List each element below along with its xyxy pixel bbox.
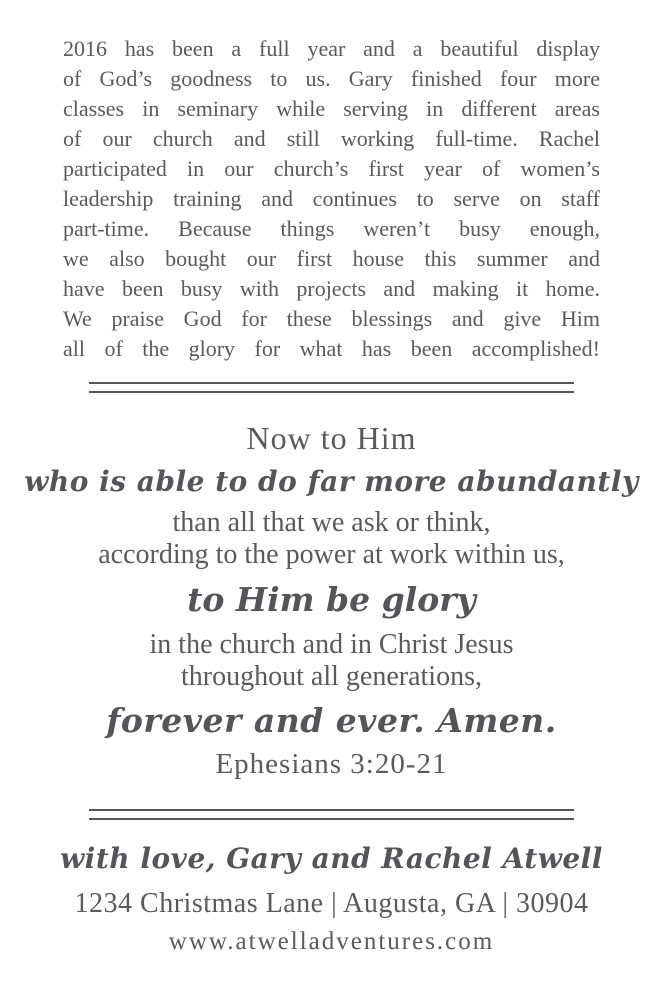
verse-line: in the church and in Christ Jesus [149, 629, 514, 660]
paragraph-line: participated in our church’s first year of women’s [63, 156, 600, 181]
verse-line-script: who is able to do far more abundantly [24, 465, 639, 498]
double-rule-divider [89, 809, 574, 820]
paragraph-line: of our church and still working full-time. Rachel [63, 126, 600, 151]
valediction: with love, Gary and Rachel Atwell [60, 842, 603, 875]
paragraph-line: we also bought our first house this summer and [63, 246, 600, 271]
signature-block [0, 834, 663, 960]
verse-line: throughout all generations, [181, 661, 482, 692]
mailing-address: 1234 Christmas Lane | Augusta, GA | 30904 [74, 888, 589, 919]
paragraph-line: 2016 has been a full year and a beautiful display [63, 36, 600, 61]
double-rule-divider [89, 382, 574, 393]
christmas-card-back [0, 34, 663, 984]
paragraph-line: part-time. Because things weren’t busy enough, [63, 216, 600, 241]
website-url: www.atwelladventures.com [168, 928, 495, 955]
paragraph-line: of God’s goodness to us. Gary finished four more [63, 66, 600, 91]
paragraph-line: We praise God for these blessings and give Him [63, 306, 600, 331]
paragraph-line: leadership training and continues to serve on staff [63, 186, 600, 211]
year-summary-paragraph [63, 34, 600, 364]
scripture-reference: Ephesians 3:20-21 [215, 748, 448, 780]
paragraph-line: all of the glory for what has been accomplished! [63, 336, 600, 361]
verse-line: Now to Him [246, 420, 417, 456]
verse-line: than all that we ask or think, [172, 507, 491, 538]
verse-line-script: to Him be glory [187, 580, 476, 619]
verse-line-script: forever and ever. Amen. [106, 701, 557, 740]
verse-line: according to the power at work within us, [98, 539, 565, 570]
paragraph-line: have been busy with projects and making it home. [63, 276, 600, 301]
paragraph-line: classes in seminary while serving in different areas [63, 96, 600, 121]
scripture-quote [0, 419, 663, 781]
